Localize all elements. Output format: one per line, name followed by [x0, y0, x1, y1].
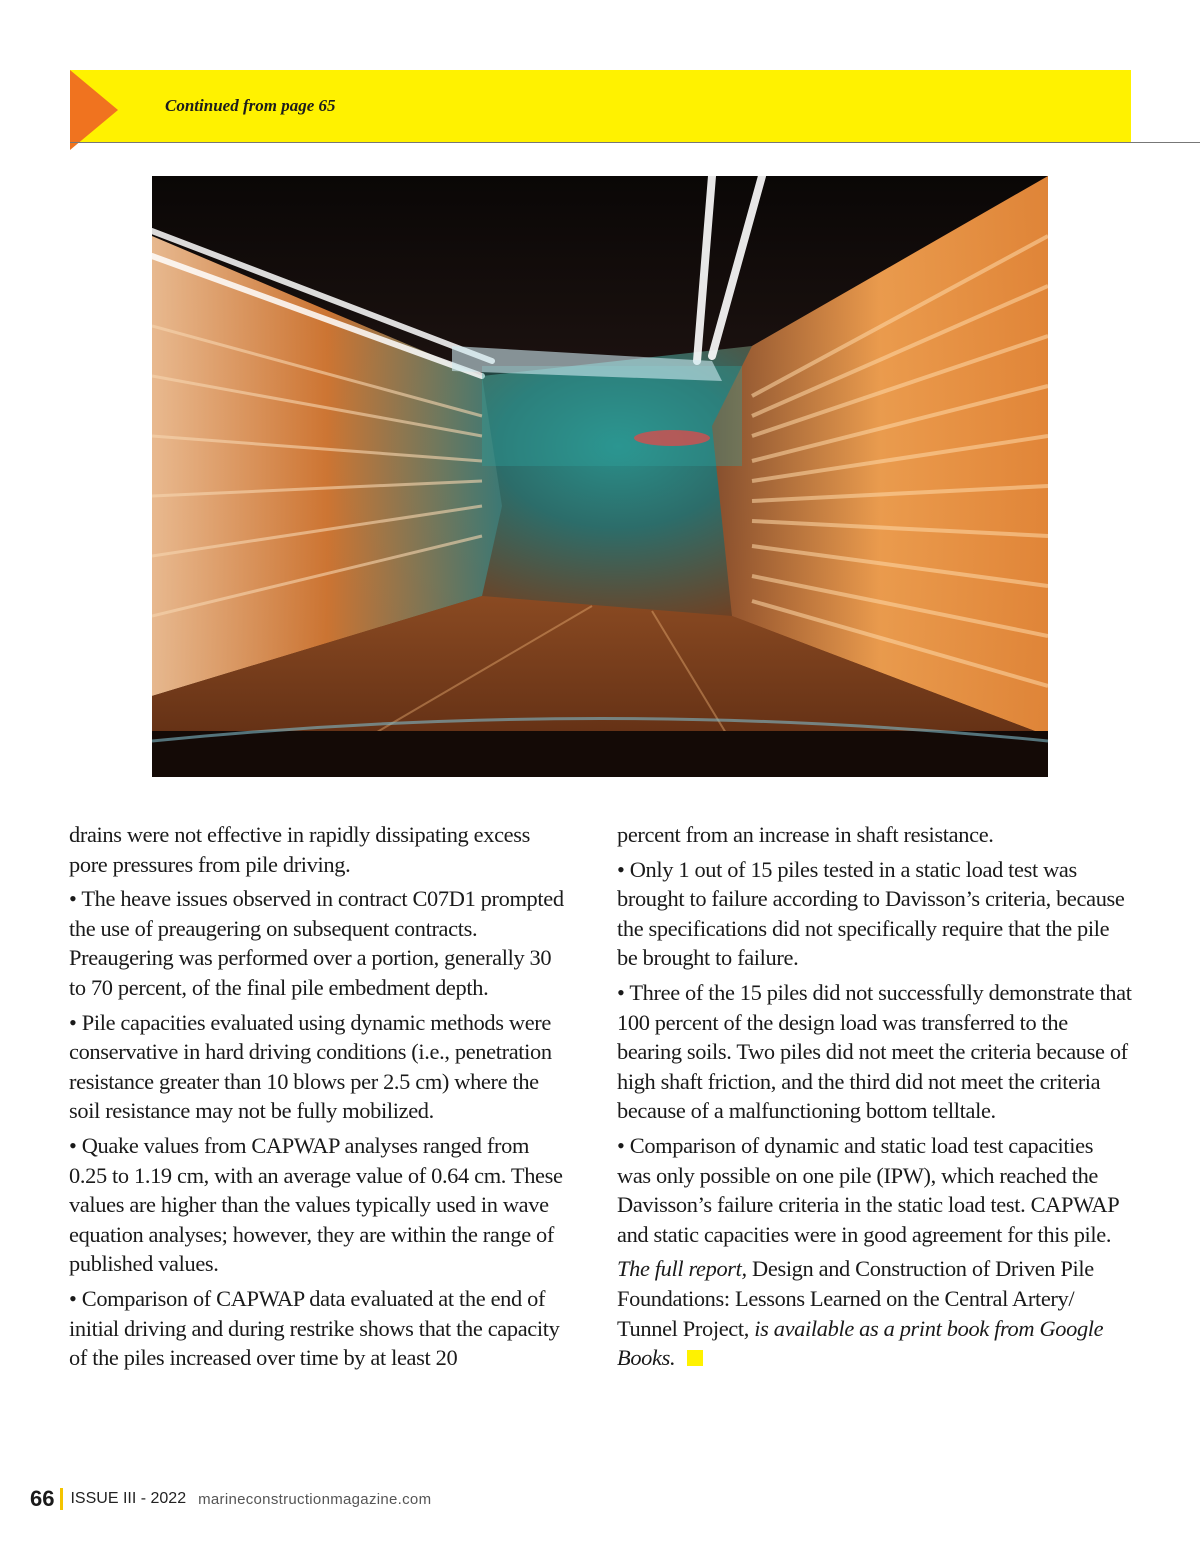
report-title: Design and Construction of Driven Pile Foundations: Lessons Learned on the Central Artery/ Tunnel Project, [617, 1256, 1094, 1341]
report-note-intro: The full report, [617, 1256, 747, 1282]
report-note-availability: is available as a print book from Google Books. [617, 1315, 1104, 1371]
paragraph: drains were not effective in rapidly dissipating excess pore pressures from pile driving. [69, 822, 530, 877]
paragraph: • The heave issues observed in contract C07D1 prompted the use of preaugering on subsequent contracts. Preaugering was performed over a portion, generally 30 to 70 percent, of the final pile embedment depth. [69, 886, 564, 1000]
report-note-paragraph [617, 1254, 1132, 1372]
paragraph: • Comparison of CAPWAP data evaluated at the end of initial driving and during restrike shows that the capacity of the piles increased over time by at least 20 [69, 1285, 560, 1371]
website-link: marineconstructionmagazine.com [198, 1490, 432, 1508]
article-right-column [617, 820, 1132, 1378]
paragraph: • Quake values from CAPWAP analyses ranged from 0.25 to 1.19 cm, with an average value of 0.64 cm. These values are higher than the values typically used in wave equation analyses; however, they are within the range of published values. [69, 1132, 563, 1277]
paragraph: percent from an increase in shaft resistance. [617, 822, 994, 847]
page-footer [30, 1486, 431, 1512]
paragraph: • Three of the 15 piles did not successfully demonstrate that 100 percent of the design load was transferred to the bearing soils. Two piles did not meet the criteria because of high shaft friction, and the third did not meet the criteria because of a malfunctioning bottom telltale. [617, 979, 1132, 1124]
arrow-icon [70, 70, 118, 150]
paragraph: • Pile capacities evaluated using dynamic methods were conservative in hard driving conditions (i.e., penetration resistance greater than 10 blows per 2.5 cm) where the soil resistance may not be fully mobilized. [69, 1009, 552, 1124]
header-divider [70, 142, 1200, 143]
tunnel-photo [152, 176, 1048, 777]
issue-label: ISSUE III - 2022 [70, 1490, 187, 1507]
footer-separator [60, 1488, 63, 1510]
end-of-article-icon [687, 1350, 703, 1366]
page-number: 66 [30, 1486, 55, 1511]
article-left-column [69, 820, 569, 1378]
paragraph: • Comparison of dynamic and static load test capacities was only possible on one pile (IPW), which reached the Davisson’s failure criteria in the static load test. CAPWAP and static capacities were in good agreement for this pile. [617, 1132, 1119, 1247]
paragraph: • Only 1 out of 15 piles tested in a static load test was brought to failure according to Davisson’s criteria, because the specifications did not specifically require that the pile be brought to failure. [617, 856, 1125, 971]
continued-from-label: Continued from page 65 [165, 96, 336, 115]
